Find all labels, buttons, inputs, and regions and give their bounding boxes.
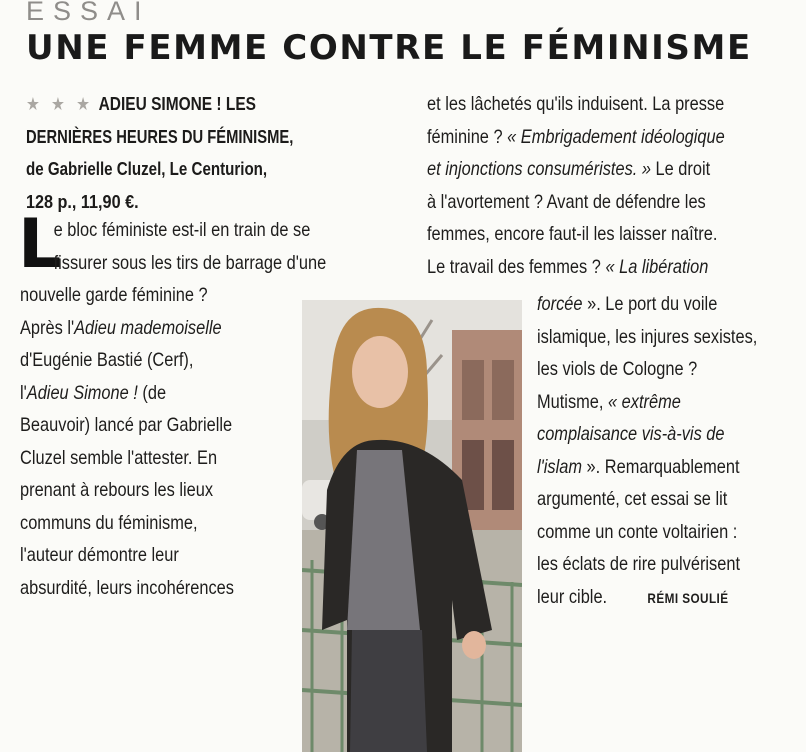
column-1-line: Cluzel semble l'attester. En xyxy=(20,446,218,469)
rating-stars: ★ ★ ★ xyxy=(26,94,94,114)
column-2-line: Le travail des femmes ? « La libération xyxy=(427,255,709,278)
column-2 xyxy=(427,88,797,283)
column-1-line: l'auteur démontre leur xyxy=(20,544,179,566)
column-1-line: nouvelle garde féminine ? xyxy=(20,284,208,306)
column-2-line: féminine ? « Embrigadement idéologique xyxy=(427,125,725,148)
column-1-line: d'Eugénie Bastié (Cerf), xyxy=(20,349,194,371)
column-1-line: Après l'Adieu mademoiselle xyxy=(20,316,222,339)
column-3-line: Mutisme, « extrême xyxy=(537,390,681,413)
column-1-line: communs du féminisme, xyxy=(20,511,198,534)
book-title-part-1: ADIEU SIMONE ! LES xyxy=(98,94,256,114)
article-headline: UNE FEMME CONTRE LE FÉMINISME xyxy=(26,28,752,68)
column-3-line: argumenté, cet essai se lit xyxy=(537,488,728,510)
author-photo xyxy=(302,300,522,752)
column-1-line: l'Adieu Simone ! (de xyxy=(20,381,167,404)
column-1-line: fissurer sous les tirs de barrage d'une xyxy=(53,251,327,274)
column-3-line: comme un conte voltairien : xyxy=(537,520,738,543)
column-1-line: absurdité, leurs incohérences xyxy=(20,576,234,599)
column-2-line: femmes, encore faut-il les laisser naître. xyxy=(427,223,718,245)
section-kicker: ESSAI xyxy=(26,0,151,26)
column-3-line: complaisance vis-à-vis de xyxy=(537,423,725,445)
column-3 xyxy=(537,288,805,613)
column-3-line xyxy=(537,581,762,614)
book-reference-line-4: 128 p., 11,90 €. xyxy=(26,191,139,212)
column-3-line: l'islam ». Remarquablement xyxy=(537,455,740,478)
column-3-line: les viols de Cologne ? xyxy=(537,358,698,380)
book-reference-line-2: DERNIÈRES HEURES DU FÉMINISME, xyxy=(26,126,294,147)
column-2-line: et injonctions consuméristes. » Le droit xyxy=(427,158,711,180)
column-1-line: prenant à rebours les lieux xyxy=(20,479,214,501)
column-2-line: à l'avortement ? Avant de défendre les xyxy=(427,190,706,213)
author-photo-illustration xyxy=(302,300,522,752)
book-reference-line-1 xyxy=(26,88,344,121)
column-1-line: Beauvoir) lancé par Gabrielle xyxy=(20,414,233,436)
drop-cap: L xyxy=(18,205,62,284)
column-3-line: forcée ». Le port du voile xyxy=(537,293,718,315)
author-signature: RÉMI SOULIÉ xyxy=(647,589,729,606)
column-3-line: les éclats de rire pulvérisent xyxy=(537,553,741,575)
book-reference xyxy=(26,88,396,218)
book-reference-line-3: de Gabrielle Cluzel, Le Centurion, xyxy=(26,159,268,179)
column-1-line: e bloc féministe est-il en train de se xyxy=(53,219,311,241)
last-line-text: leur cible. xyxy=(537,585,608,608)
column-3-line: islamique, les injures sexistes, xyxy=(537,325,758,348)
column-2-line: et les lâchetés qu'ils induisent. La presse xyxy=(427,93,725,115)
